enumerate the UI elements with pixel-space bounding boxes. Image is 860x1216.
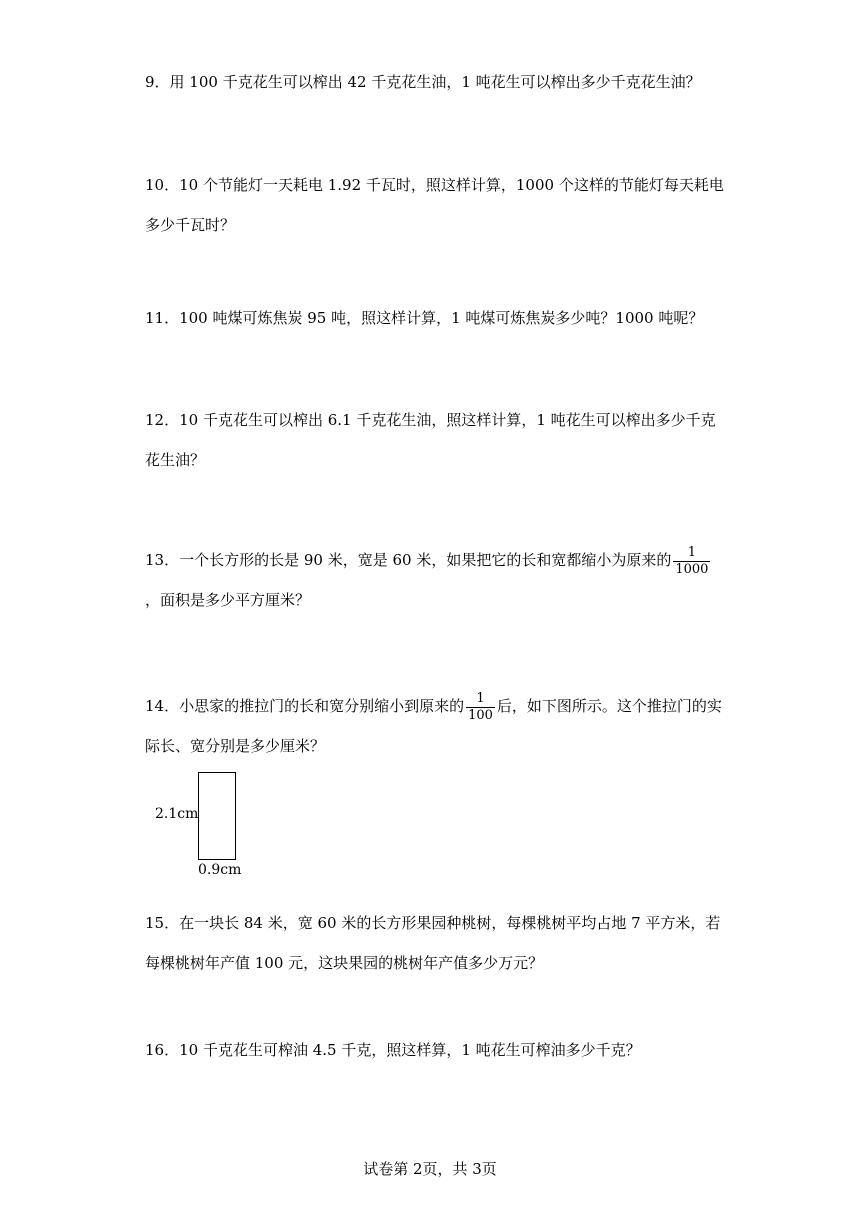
fraction [466,691,495,724]
question-12: 12．10 千克花生可以榨出 6.1 千克花生油，照这样计算，1 吨花生可以榨出多少千克花生油？ [145,411,716,469]
door-diagram [150,772,260,882]
question-13 [145,540,725,620]
question-14-text-after: 后，如下图所示。这个推拉门的实际长、宽分别是多少厘米？ [145,697,722,755]
question-13-text-after: ，面积是多少平方厘米？ [145,591,311,609]
question-14-text-before: 14．小思家的推拉门的长和宽分别缩小到原来的 [145,697,465,715]
fraction-denominator: 100 [468,707,493,723]
page-footer: 试卷第 2页，共 3页 [363,1160,497,1178]
fraction-numerator: 1 [476,690,485,706]
question-9: 9．用 100 千克花生可以榨出 42 千克花生油，1 吨花生可以榨出多少千克花生油？ [145,73,701,91]
question-15: 15．在一块长 84 米，宽 60 米的长方形果园种桃树，每棵桃树平均占地 7 平方米，若每棵桃树年产值 100 元，这块果园的桃树年产值多少万元？ [145,914,721,972]
question-13-text-before: 13．一个长方形的长是 90 米，宽是 60 米，如果把它的长和宽都缩小为原来的 [145,551,672,569]
door-rectangle [198,772,236,860]
fraction-denominator: 1000 [675,561,709,577]
question-11: 11．100 吨煤可炼焦炭 95 吨，照这样计算，1 吨煤可炼焦炭多少吨？1000 吨呢？ [145,309,704,327]
question-16: 16．10 千克花生可榨油 4.5 千克，照这样算，1 吨花生可榨油多少千克？ [145,1041,641,1059]
question-14 [145,686,725,766]
fraction-numerator: 1 [687,544,697,560]
door-width-label: 0.9cm [198,862,242,878]
door-height-label: 2.1cm [155,806,199,822]
fraction [673,545,710,578]
question-10: 10．10 个节能灯一天耗电 1.92 千瓦时，照这样计算，1000 个这样的节能灯每天耗电多少千瓦时？ [145,176,724,234]
